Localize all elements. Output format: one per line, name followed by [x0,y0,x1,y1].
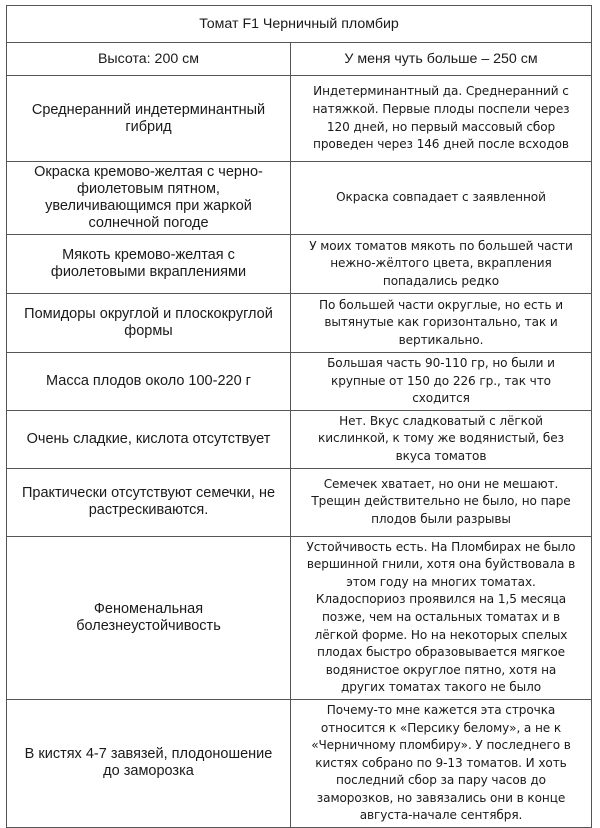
table-row [7,235,592,294]
table-row [7,536,592,699]
header-height-claimed: Высота: 200 см [7,43,291,76]
claim-cell: Практически отсутствуют семечки, не растрескиваются. [7,468,291,536]
observation-cell: Индетерминантный да. Среднеранний с натяжкой. Первые плоды поспели через 120 дней, но первый массовый сбор проведен через 146 дней после всходов [291,76,592,162]
table-row [7,162,592,235]
claim-cell: Окраска кремово-желтая с черно-фиолетовым пятном, увеличивающимся при жаркой солнечной погоде [7,162,291,235]
header-height-observed: У меня чуть больше – 250 см [291,43,592,76]
observation-cell: Большая часть 90-110 гр, но были и крупные от 150 до 226 гр., так что сходится [291,353,592,411]
claim-cell: Мякоть кремово-желтая с фиолетовыми вкраплениями [7,235,291,294]
table-row [7,410,592,468]
table-row [7,294,592,353]
observation-cell: По большей части округлые, но есть и вытянутые как горизонтально, так и вертикально. [291,294,592,353]
observation-cell: Устойчивость есть. На Пломбирах не было вершинной гнили, хотя она буйствовала в этом году на многих томатах. Кладоспориоз проявился на 1,5 месяца позже, чем на остальных томатах и в лёгкой форме. Но на некоторых спелых плодах быстро образовывается мягкое водянистое округлое пятно, хотя на других томатах такого не было [291,536,592,699]
observation-cell: У моих томатов мякоть по большей части нежно-жёлтого цвета, вкрапления попадались редко [291,235,592,294]
title-row [7,6,592,43]
observation-cell: Нет. Вкус сладковатый с лёгкой кислинкой, к тому же водянистый, без вкуса томатов [291,410,592,468]
comparison-table [6,5,592,828]
claim-cell: Феноменальная болезнеустойчивость [7,536,291,699]
table-title: Томат F1 Черничный пломбир [7,6,592,43]
observation-cell: Почему-то мне кажется эта строчка относится к «Персику белому», а не к «Черничному пломбиру». У последнего в кистях собрано по 9-13 томатов. И хоть последний сбор за пару часов до заморозков, но завязались они в конце августа-начале сентября. [291,699,592,827]
table-row [7,76,592,162]
table-row [7,353,592,411]
observation-cell: Семечек хватает, но они не мешают. Трещин действительно не было, но паре плодов были разрывы [291,468,592,536]
claim-cell: В кистях 4-7 завязей, плодоношение до заморозка [7,699,291,827]
header-row [7,43,592,76]
claim-cell: Очень сладкие, кислота отсутствует [7,410,291,468]
table-row [7,468,592,536]
claim-cell: Помидоры округлой и плоскокруглой формы [7,294,291,353]
table-row [7,699,592,827]
claim-cell: Среднеранний индетерминантный гибрид [7,76,291,162]
claim-cell: Масса плодов около 100-220 г [7,353,291,411]
observation-cell: Окраска совпадает с заявленной [291,162,592,235]
